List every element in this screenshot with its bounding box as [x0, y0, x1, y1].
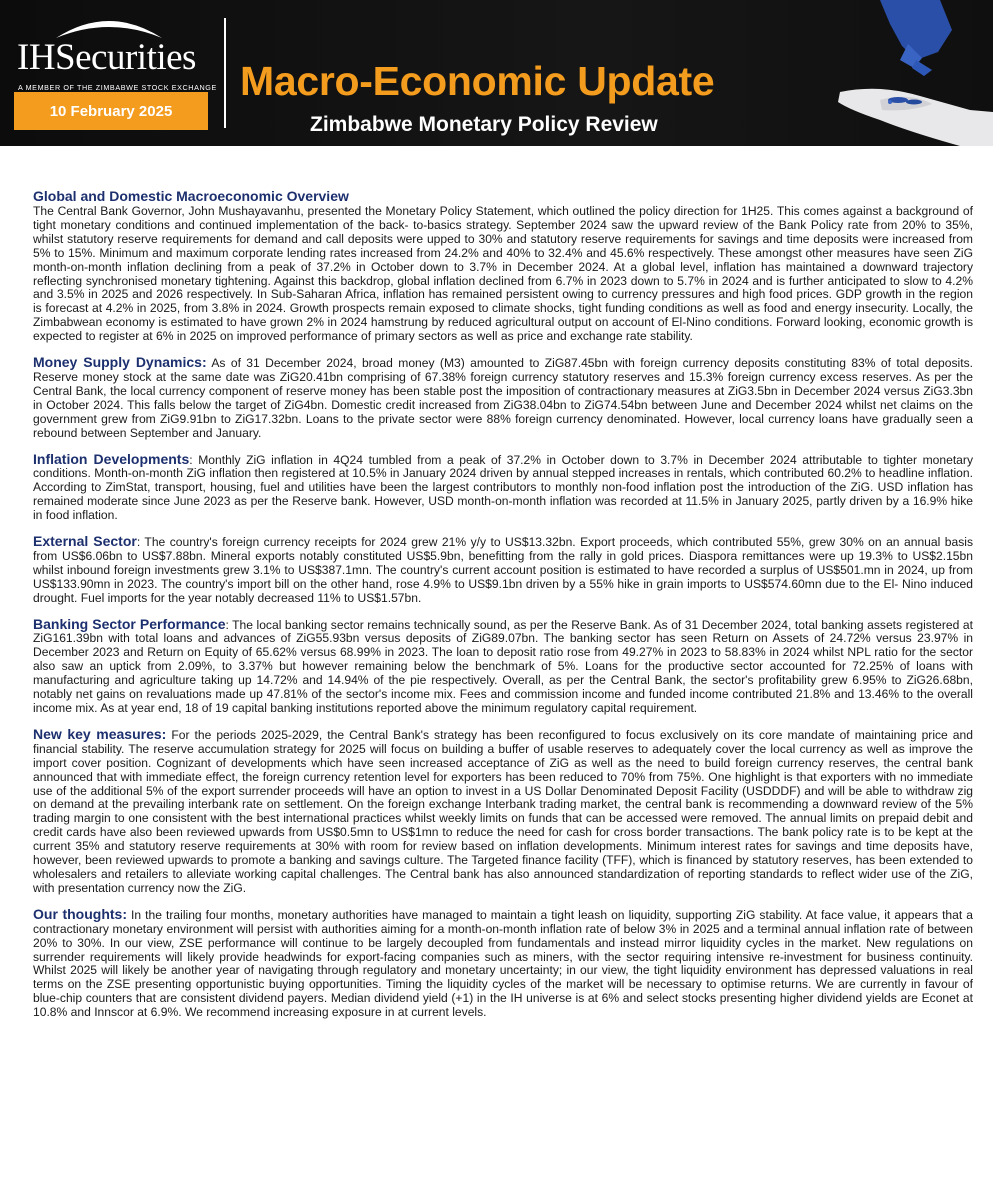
section-money-supply [33, 356, 973, 440]
section-text: For the periods 2025-2029, the Central Bank's strategy has been reconfigured to focus exclusively on its core mandate of maintaining price and financial stability. The reserve accumulation strategy for 2025 will focus on building a buffer of usable reserves to adequately cover the local currency as well as improve the import cover position. Cognizant of developments which have seen increased acceptance of ZiG as well as the need to build foreign currency reserves, the central bank announced that with immediate effect, the foreign currency retention level for exporters has been reduced to 70% from 75%. One highlight is that exporters with no immediate use of the additional 5% of the export surrender proceeds will have an option to invest in a US Dollar Denominated Deposit Facility (USDDDF) and will be able to withdraw zig on demand at the prevailing interbank rate on settlement. On the foreign exchange Interbank trading market, the central bank is recommending a downward review of the 5% trading margin to one consistent with the best international practices whilst weekly limits on funds that can be accessed were removed. The annual limits on prepaid debit and credit cards have also been reviewed upwards from US$0.5mn to US$1mn to reduce the need for cash for cross border transactions. The bank policy rate is to be kept at the current 35% and statutory reserve requirements at 30% with room for review based on inflation developments. Minimum interest rates for savings and time deposits have, however, been reviewed upwards to promote a banking and savings culture. The Targeted finance facility (TFF), which is financed by statutory reserves, has been extended to wholesalers and retailers to alleviate working capital challenges. The Central bank has also announced standardization of reporting standards to reflect wider use of the ZiG, with presentation currency now the ZiG. [33, 727, 973, 895]
section-external [33, 535, 973, 606]
section-title: Banking Sector Performance [33, 615, 226, 632]
report-header [0, 0, 993, 146]
header-divider [224, 18, 226, 128]
section-text: : Monthly ZiG inflation in 4Q24 tumbled from a peak of 37.2% in October down to 3.7% in December 2024 attributable to tighter monetary conditions. Month-on-month ZiG inflation then registered at 10.5% in January 2024 driven by annual stepped increases in rentals, which contributed 60.2% to headline inflation. According to ZimStat, transport, housing, fuel and utilities have been the largest contributors to monthly non-food inflation post the introduction of the ZiG. USD inflation has remained moderate since June 2023 as per the Reserve bank. However, USD month-on-month inflation was recorded at 11.5% in January 2025, partly driven by a 16.9% hike in food inflation. [33, 452, 973, 523]
section-text: The Central Bank Governor, John Mushayavanhu, presented the Monetary Policy Statement, which outlined the policy direction for 1H25. This comes against a background of tight monetary conditions and continued implementation of the back- to-basics strategy. September 2024 saw the upward review of the Bank Policy rate from 20% to 35%, whilst statutory reserve requirements for demand and call deposits were upped to 30% and statutory reserve requirements for savings and time deposits were increased from 5% to 15%. Minimum and maximum corporate lending rates increased from 24.2% and 40% to 32.4% and 45.6% respectively. These amongst other measures have seen ZiG month-on-month inflation declining from a peak of 37.2% in October down to 3.7% in December 2024. At a global level, inflation has maintained a downward trajectory reflecting synchronised monetary tightening. Against this backdrop, global inflation declined from 6.7% in 2023 down to 5.7% in 2024 and is further anticipated to slow to 4.2% and 3.5% in 2025 and 2026 respectively. In Sub-Saharan Africa, inflation has remained persistent owing to currency pressures and high food prices. GDP growth in the region is forecast at 4.2% in 2025, from 3.8% in 2024. Growth prospects remain exposed to climate shocks, tight funding conditions as well as food and energy insecurity. Locally, the Zimbabwean economy is estimated to have grown 2% in 2024 hamstrung by reduced agricultural output on account of El-Nino conditions. Forward looking, economic growth is expected to register at 6% in 2025 on improved performance of primary sectors as well as price and exchange rate stability. [33, 204, 973, 344]
section-paragraph [33, 725, 973, 896]
section-paragraph [33, 905, 974, 1020]
section-text: : The country's foreign currency receipts for 2024 grew 21% y/y to US$13.32bn. Export proceeds, which contributed 55%, grew 30% on an annual basis from US$6.06bn to US$7.88bn. Mineral exports notably constituted US$5.9bn, benefitting from the rally in gold prices. Diaspora remittances were up 19.3% to US$2.15bn whilst inbound foreign investments grew 3.1% to US$387.1mn. The country's current account position is estimated to have recorded a surplus of US$501.mn in 2024, up from US$133.90mn in 2023. The country's import bill on the other hand, rose 4.9% to US$9.1bn driven by a 55% hike in grain imports to US$574.60mn due to the El- Nino induced drought. Fuel imports for the year notably decreased 11% to US$1.57bn. [33, 535, 974, 605]
ih-securities-logo [14, 10, 217, 92]
section-title: Inflation Developments [33, 450, 190, 467]
page-title: Macro-Economic Update [240, 58, 715, 104]
hands-art-icon [820, 0, 993, 146]
section-overview [33, 188, 973, 344]
section-text: In the trailing four months, monetary authorities have managed to maintain a tight leash on liquidity, supporting ZiG stability. At face value, it appears that a contractionary monetary environment will persist with authorities aiming for a month-on-month inflation rate of below 3% in 2025 and a terminal annual inflation rate of between 20% to 30%. In our view, ZSE performance will continue to be largely decoupled from fundamentals and instead mirror liquidity cycles in the market. New regulations on surrender requirements will likely provide headwinds for export-facing companies such as miners, with the sector requiring intensive re-investment for business continuity. Whilst 2025 will likely be another year of navigating through regulatory and monetary uncertainty; in our view, the tight liquidity environment has depressed valuations in real terms on the ZSE presenting opportunistic buying opportunities. Timing the liquidity cycles of the market will be necessary to optimise returns. We are currently in favour of blue-chip counters that are consistent dividend payers. Median dividend yield (+1) in the IH universe is at 6% and select stocks presenting higher dividend yields are Econet at 10.8% and Innscor at 6.9%. We recommend increasing exposure in at current levels. [33, 907, 974, 1020]
section-title: Money Supply Dynamics: [33, 354, 207, 371]
section-paragraph [33, 450, 973, 524]
section-paragraph [33, 535, 973, 606]
brand-subtitle: A MEMBER OF THE ZIMBABWE STOCK EXCHANGE [18, 83, 217, 92]
brand-name: IHSecurities [17, 37, 196, 78]
section-our-thoughts [33, 905, 974, 1020]
section-key-measures [33, 725, 973, 896]
report-body [33, 188, 973, 1032]
section-text: As of 31 December 2024, broad money (M3) amounted to ZiG87.45bn with foreign currency deposits constituting 83% of total deposits. Reserve money stock at the same date was ZiG20.41bn comprising of 67.38% foreign currency statutory reserves and 15.3% foreign currency excess reserves. As per the Central Bank, the local currency component of reserve money has been stable post the imposition of contractionary measures at ZiG3.5bn in December 2024 versus ZiG3.3bn in October 2024. This falls below the target of ZiG4bn. Domestic credit increased from ZiG38.04bn to ZiG74.54bn between June and December 2024 whilst net claims on the government grew from ZiG9.91bn to ZiG17.32bn. Loans to the private sector were 88% foreign currency denominated. However, local currency loans have gradually seen a rebound between September and January. [33, 356, 974, 440]
section-title: Our thoughts: [33, 905, 127, 922]
page-subtitle: Zimbabwe Monetary Policy Review [310, 113, 658, 136]
section-inflation [33, 450, 973, 524]
section-title: Global and Domestic Macroeconomic Overview [33, 188, 349, 204]
section-paragraph [33, 356, 973, 440]
section-title: New key measures: [33, 725, 167, 742]
section-text: : The local banking sector remains technically sound, as per the Reserve Bank. As of 31 December 2024, total banking assets registered at ZiG161.39bn with total loans and advances of ZiG55.93bn versus deposits of ZiG89.07bn. The banking sector has seen Return on Assets of 24.72% versus 23.97% in December 2023 and Return on Equity of 65.62% versus 68.99% in 2023. The loan to deposit ratio rose from 49.27% in 2023 to 58.83% in 2024 whilst NPL ratio for the sector also saw an uptick from 2.09%, to 3.37% but however remaining below the benchmark of 5%. Loans for the productive sector accounted for 72.25% of loans with manufacturing and agriculture taking up 14.72% and 14.94% of the pie respectively. Overall, as per the Central Bank, the sector's profitability grew 6.95% to ZiG26.68bn, notably net gains on revaluations made up 47.81% of the sector's income mix. Fees and commission income and funded income contributed 21.8% and 13.46% to the overall income mix. As at year end, 18 of 19 capital banking institutions reported above the minimum regulatory capital requirement. [33, 617, 973, 715]
section-title: External Sector [33, 533, 137, 550]
section-paragraph [33, 615, 973, 716]
section-banking [33, 615, 973, 716]
report-date: 10 February 2025 [14, 92, 208, 130]
